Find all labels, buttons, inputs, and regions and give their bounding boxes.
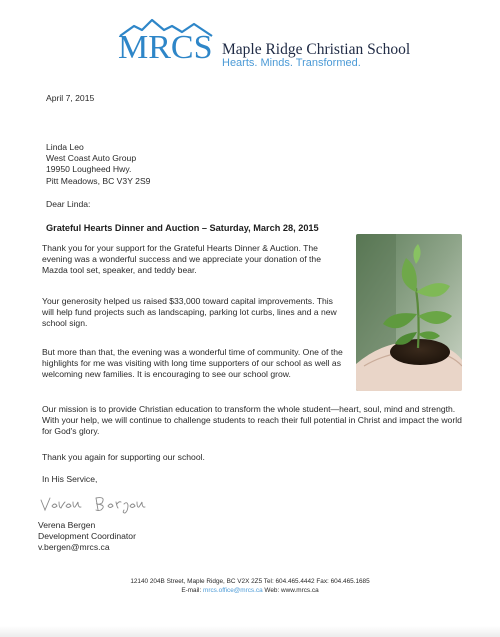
address-line: Pitt Meadows, BC V3Y 2S9 [46,175,151,186]
body-paragraph: But more than that, the evening was a wonderful time of community. One of the highlights for me was visiting with long time supporters of our school as well as welcoming new families. It is encouraging to see our school grow. [42,347,343,380]
logo-text: MRCS [118,29,213,66]
closing: In His Service, [42,474,98,484]
address-line: 19950 Lougheed Hwy. [46,164,132,175]
body-paragraph: Thank you for your support for the Grateful Hearts Dinner & Auction. The evening was a wonderful success and we appreciate your donation of the Mazda tool set, speaker, and teddy bear. [42,243,321,276]
footer-email-link[interactable]: mrcs.office@mrcs.ca [203,587,263,594]
sender-title: Development Coordinator [38,531,136,542]
salutation: Dear Linda: [46,199,91,209]
letter-date: April 7, 2015 [46,93,95,103]
school-name: Maple Ridge Christian School [222,41,411,58]
sender-email: v.bergen@mrcs.ca [38,542,110,553]
footer-address: 12140 204B Street, Maple Ridge, BC V2X 2Z5 Tel: 604.465.4442 Fax: 604.465.1685 [130,578,370,585]
address-line: West Coast Auto Group [46,153,137,164]
footer-web-label: Web: [262,587,282,594]
sender-name: Verena Bergen [38,520,96,530]
body-paragraph: Your generosity helped us raised $33,000 toward capital improvements. This will help fund projects such as landscaping, parking lot curbs, lines and a new school sign. [42,296,337,329]
seedling-photo [356,234,462,391]
footer-email-label: E-mail: [181,587,204,594]
footer-web-link[interactable]: www.mrcs.ca [281,587,319,594]
body-paragraph: Our mission is to provide Christian education to transform the whole student—heart, soul, mind and strength. With your help, we will continue to challenge students to reach their full potential in Christ and impact the world for God's glory. [42,404,462,437]
address-line: Linda Leo [46,142,84,152]
scan-edge [0,626,500,637]
subject-line: Grateful Hearts Dinner and Auction – Saturday, March 28, 2015 [46,223,319,233]
recipient-address [46,142,150,187]
sender-block [38,520,136,554]
handwritten-signature [38,488,168,518]
body-paragraph: Thank you again for supporting our school. [42,452,205,462]
footer-contact [0,587,500,594]
school-tagline: Hearts. Minds. Transformed. [222,57,361,69]
